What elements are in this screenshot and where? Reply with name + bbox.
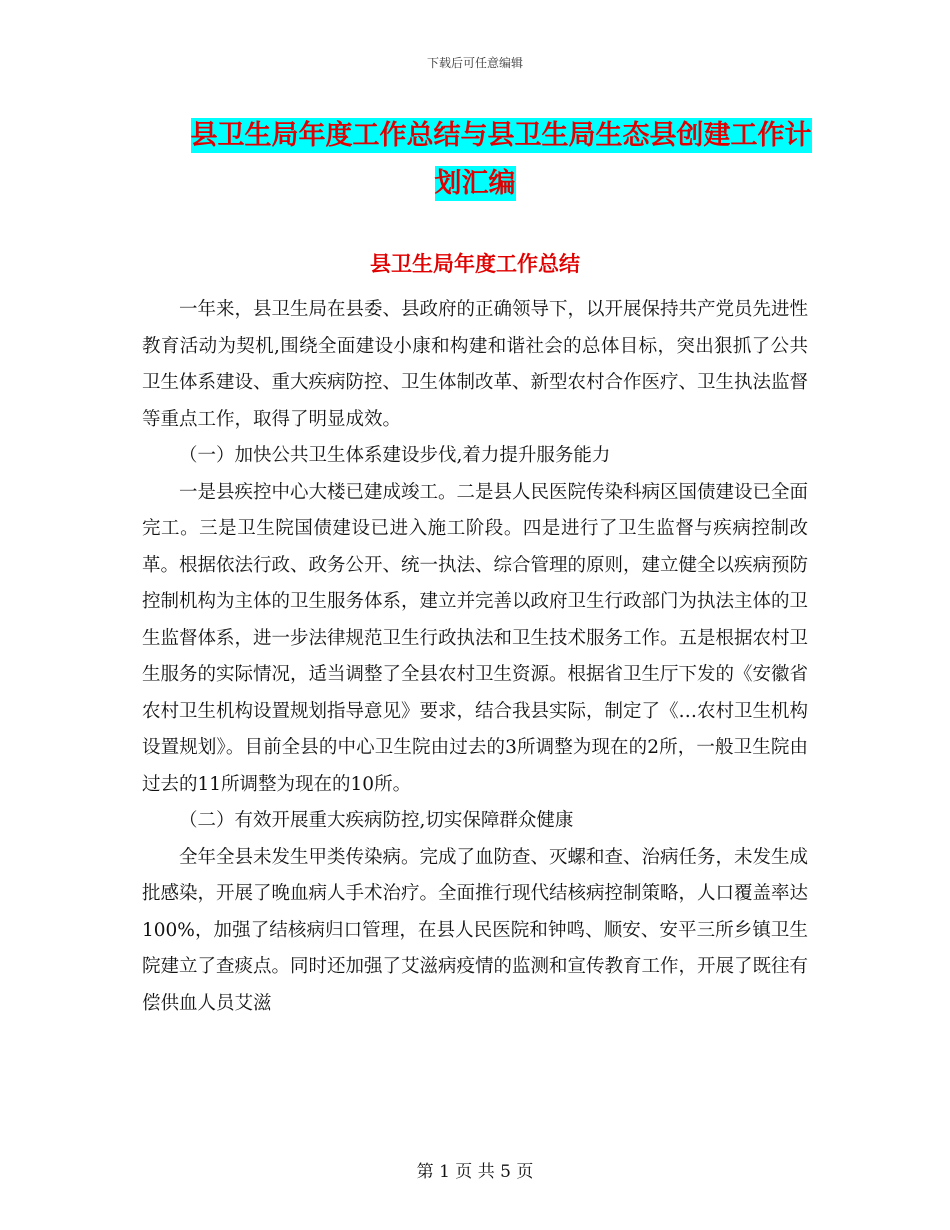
body-text [142,292,808,1022]
document-title-line1 [0,112,950,160]
paragraph-intro: 一年来，县卫生局在县委、县政府的正确领导下，以开展保持共产党员先进性教育活动为契机,围绕全面建设小康和构建和谐社会的总体目标，突出狠抓了公共卫生体系建设、重大疾病防控、卫生体制改革、新型农村合作医疗、卫生执法监督等重点工作，取得了明显成效。 [142,299,809,430]
document-title-line2 [0,160,950,208]
document-title-line1-text: 县卫生局年度工作总结与县卫生局生态县创建工作计 [190,120,812,151]
subheading-two: （二）有效开展重大疾病防控,切实保障群众健康 [179,810,574,831]
paragraph-two: 全年全县未发生甲类传染病。完成了血防查、灭螺和查、治病任务，未发生成批感染，开展了晚血病人手术治疗。全面推行现代结核病控制策略，人口覆盖率达100%，加强了结核病归口管理，在县人民医院和钟鸣、顺安、安平三所乡镇卫生院建立了查痰点。同时还加强了艾滋病疫情的监测和宣传教育工作，开展了既往有偿供血人员艾滋 [142,846,809,1014]
header-note: 下载后可任意编辑 [426,56,523,70]
paragraph-one: 一是县疾控中心大楼已建成竣工。二是县人民医院传染科病区国债建设已全面完工。三是卫生院国债建设已进入施工阶段。四是进行了卫生监督与疾病控制改革。根据依法行政、政务公开、统一执法、综合管理的原则，建立健全以疾病预防控制机构为主体的卫生服务体系，建立并完善以政府卫生行政部门为执法主体的卫生监督体系，进一步法律规范卫生行政执法和卫生技术服务工作。五是根据农村卫生服务的实际情况，适当调整了全县农村卫生资源。根据省卫生厅下发的《安徽省农村卫生机构设置规划指导意见》要求，结合我县实际，制定了《…农村卫生机构设置规划》。目前全县的中心卫生院由过去的3所调整为现在的2所，一般卫生院由过去的11所调整为现在的10所。 [142,481,809,795]
document-title-line2-text: 划汇编 [434,168,516,199]
section-title: 县卫生局年度工作总结 [370,252,580,276]
document-title [0,112,950,208]
page-footer: 第 1 页 共 5 页 [416,1162,534,1182]
subheading-one: （一）加快公共卫生体系建设步伐,着力提升服务能力 [179,445,611,466]
